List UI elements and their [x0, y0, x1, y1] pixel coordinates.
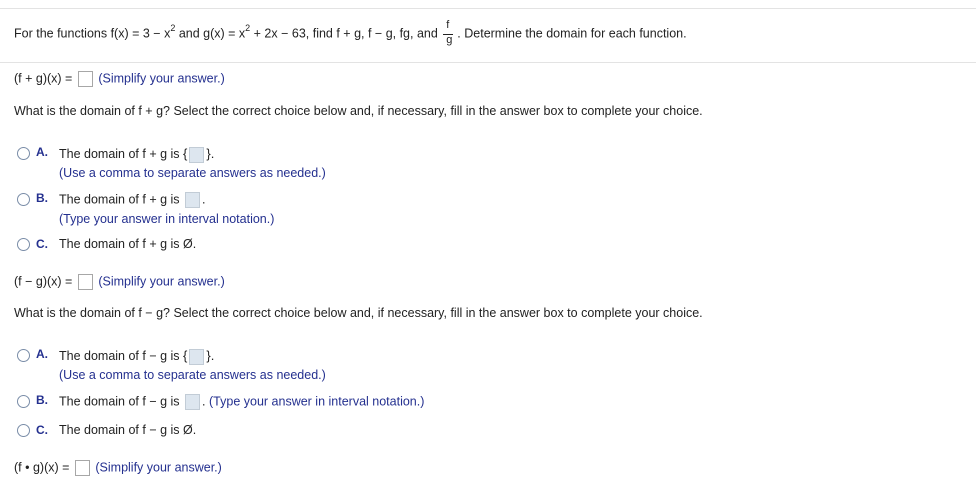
sum-choice-a-letter: A. [36, 145, 48, 159]
difference-choice-a-label: The domain of f − g is [59, 349, 180, 363]
sum-expression-row [14, 71, 225, 87]
question-part-2: and g(x) = x [175, 26, 246, 41]
sum-domain-question: What is the domain of f + g? Select the correct choice below and, if necessary, fill in the answer box to complete your choice. [14, 104, 703, 118]
brace-close: }. [206, 348, 215, 363]
sum-choice-b-letter: B. [36, 191, 48, 205]
fraction-f-over-g [443, 19, 455, 46]
sum-expression-label: (f + g)(x) = [14, 71, 73, 86]
difference-choice-b-label: The domain of f − g is [59, 394, 180, 409]
sum-choice-b-input[interactable] [185, 192, 200, 208]
brace-open: { [183, 146, 188, 161]
question-part-3: + 2x − 63, find f + g, f − g, fg, and [250, 26, 442, 41]
sum-choice-b-text [59, 192, 206, 208]
difference-choice-c-text: The domain of f − g is Ø. [59, 423, 197, 437]
difference-choice-b-hint: (Type your answer in interval notation.) [209, 394, 425, 409]
difference-choice-b-text [59, 394, 424, 410]
product-expression-row [14, 460, 222, 476]
product-expression-hint: (Simplify your answer.) [95, 460, 222, 475]
difference-choice-b-input[interactable] [185, 394, 200, 410]
exponent: 2 [245, 23, 251, 34]
difference-choice-a-text [59, 348, 214, 365]
sum-choice-c-letter: C. [36, 237, 48, 251]
difference-choice-b-letter: B. [36, 393, 48, 407]
product-expression-label: (f • g)(x) = [14, 460, 70, 475]
brace-close: }. [206, 146, 215, 161]
sum-answer-input[interactable] [78, 71, 93, 87]
difference-expression-row [14, 274, 225, 290]
sum-choice-a-label: The domain of f + g is [59, 147, 180, 161]
difference-choice-c-radio[interactable] [17, 424, 30, 437]
difference-choice-a-radio[interactable] [17, 349, 30, 362]
difference-choice-a-hint: (Use a comma to separate answers as needed.) [59, 368, 326, 382]
sum-choice-b-radio[interactable] [17, 193, 30, 206]
sum-choice-a-hint: (Use a comma to separate answers as needed.) [59, 166, 326, 180]
sum-expression-hint: (Simplify your answer.) [98, 71, 225, 86]
question-divider [0, 62, 976, 63]
difference-expression-label: (f − g)(x) = [14, 274, 73, 289]
question-part-4: . Determine the domain for each function. [457, 26, 687, 41]
sum-choice-c-radio[interactable] [17, 238, 30, 251]
difference-choice-c-letter: C. [36, 423, 48, 437]
brace-open: { [183, 348, 188, 363]
top-divider [0, 8, 976, 9]
difference-choice-a-input[interactable] [189, 349, 204, 365]
exponent: 2 [170, 23, 176, 34]
sum-choice-a-radio[interactable] [17, 147, 30, 160]
question-text [14, 19, 687, 46]
sum-choice-a-text [59, 146, 214, 163]
difference-answer-input[interactable] [78, 274, 93, 290]
difference-choice-b-radio[interactable] [17, 395, 30, 408]
sum-choice-b-label: The domain of f + g is [59, 192, 180, 207]
difference-choice-a-letter: A. [36, 347, 48, 361]
question-part-1: For the functions f(x) = 3 − x [14, 26, 171, 41]
fraction-denominator: g [446, 34, 453, 46]
sum-choice-b-hint: (Type your answer in interval notation.) [59, 212, 275, 226]
difference-domain-question: What is the domain of f − g? Select the correct choice below and, if necessary, fill in the answer box to complete your choice. [14, 306, 703, 320]
difference-expression-hint: (Simplify your answer.) [98, 274, 225, 289]
sum-choice-a-input[interactable] [189, 147, 204, 163]
period: . [202, 192, 206, 207]
product-answer-input[interactable] [75, 460, 90, 476]
sum-choice-c-text: The domain of f + g is Ø. [59, 237, 197, 251]
fraction-numerator: f [446, 19, 450, 31]
period: . [202, 394, 206, 409]
